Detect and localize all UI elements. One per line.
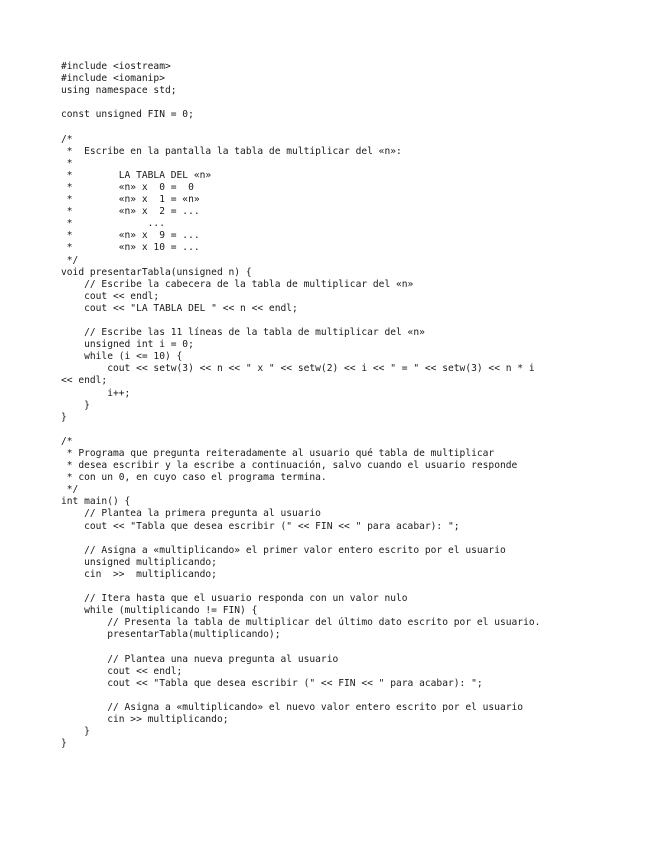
code-line: * ...	[61, 218, 165, 230]
blank-line	[61, 315, 540, 327]
code-line: << endl;	[61, 375, 108, 387]
code-line: using namespace std;	[61, 85, 177, 97]
code-line: // Plantea la primera pregunta al usuario	[61, 508, 321, 520]
code-line: #include <iomanip>	[61, 73, 165, 85]
code-line: unsigned int i = 0;	[61, 339, 194, 351]
blank-line	[61, 97, 540, 109]
code-line: // Itera hasta que el usuario responda con un valor nulo	[61, 593, 408, 605]
code-line: #include <iostream>	[61, 61, 171, 72]
blank-line	[61, 642, 540, 654]
code-line: *	[61, 157, 73, 169]
code-line: cin >> multiplicando;	[61, 568, 217, 580]
code-line: * Escribe en la pantalla la tabla de multiplicar del «n»:	[61, 145, 402, 157]
blank-line	[61, 533, 540, 545]
code-line: presentarTabla(multiplicando);	[61, 629, 281, 641]
code-line: * «n» x 10 = ...	[61, 242, 200, 254]
code-line: cout << "LA TABLA DEL " << n << endl;	[61, 302, 298, 314]
code-line: cout << endl;	[61, 290, 160, 302]
code-line: * «n» x 9 = ...	[61, 230, 200, 242]
code-line: /*	[61, 133, 73, 145]
code-line: cout << setw(3) << n << " x " << setw(2) << i << " = " << setw(3) << n * i	[61, 363, 535, 375]
code-line: const unsigned FIN = 0;	[61, 109, 194, 121]
code-line: * «n» x 0 = 0	[61, 181, 194, 193]
code-line: * desea escribir y la escribe a continuación, salvo cuando el usuario responde	[61, 460, 518, 472]
code-line: // Asigna a «multiplicando» el primer valor entero escrito por el usuario	[61, 544, 506, 556]
code-line: * Programa que pregunta reiteradamente al usuario qué tabla de multiplicar	[61, 448, 495, 459]
code-line: }	[61, 399, 90, 411]
code-line: cout << endl;	[61, 665, 183, 677]
code-line: cout << "Tabla que desea escribir (" << FIN << " para acabar): ";	[61, 520, 460, 532]
code-line: // Asigna a «multiplicando» el nuevo valor entero escrito por el usuario	[61, 701, 524, 713]
code-line: // Escribe la cabecera de la tabla de multiplicar del «n»	[61, 278, 414, 290]
code-line: cout << "Tabla que desea escribir (" << FIN << " para acabar): ";	[61, 677, 483, 689]
blank-line	[61, 581, 540, 593]
code-line: }	[61, 738, 67, 750]
source-code-listing	[61, 61, 540, 750]
code-line: while (multiplicando != FIN) {	[61, 605, 258, 617]
blank-line	[61, 690, 540, 702]
code-line: * con un 0, en cuyo caso el programa termina.	[61, 472, 327, 484]
code-line: */	[61, 254, 79, 266]
code-line: /*	[61, 435, 73, 447]
code-line: void presentarTabla(unsigned n) {	[61, 266, 252, 278]
code-line: }	[61, 411, 67, 423]
code-line: }	[61, 726, 90, 738]
code-line: * LA TABLA DEL «n»	[61, 169, 212, 181]
blank-line	[61, 121, 540, 133]
blank-line	[61, 424, 540, 436]
code-line: i++;	[61, 387, 131, 399]
code-line: */	[61, 484, 79, 496]
code-line: while (i <= 10) {	[61, 351, 183, 363]
code-line: // Escribe las 11 líneas de la tabla de multiplicar del «n»	[61, 327, 425, 339]
code-line: * «n» x 1 = «n»	[61, 194, 200, 206]
code-line: cin >> multiplicando;	[61, 714, 229, 726]
code-line: // Plantea una nueva pregunta al usuario	[61, 653, 339, 665]
code-line: int main() {	[61, 496, 131, 508]
code-line: * «n» x 2 = ...	[61, 206, 200, 218]
code-line: // Presenta la tabla de multiplicar del último dato escrito por el usuario.	[61, 617, 541, 629]
code-line: unsigned multiplicando;	[61, 556, 217, 568]
